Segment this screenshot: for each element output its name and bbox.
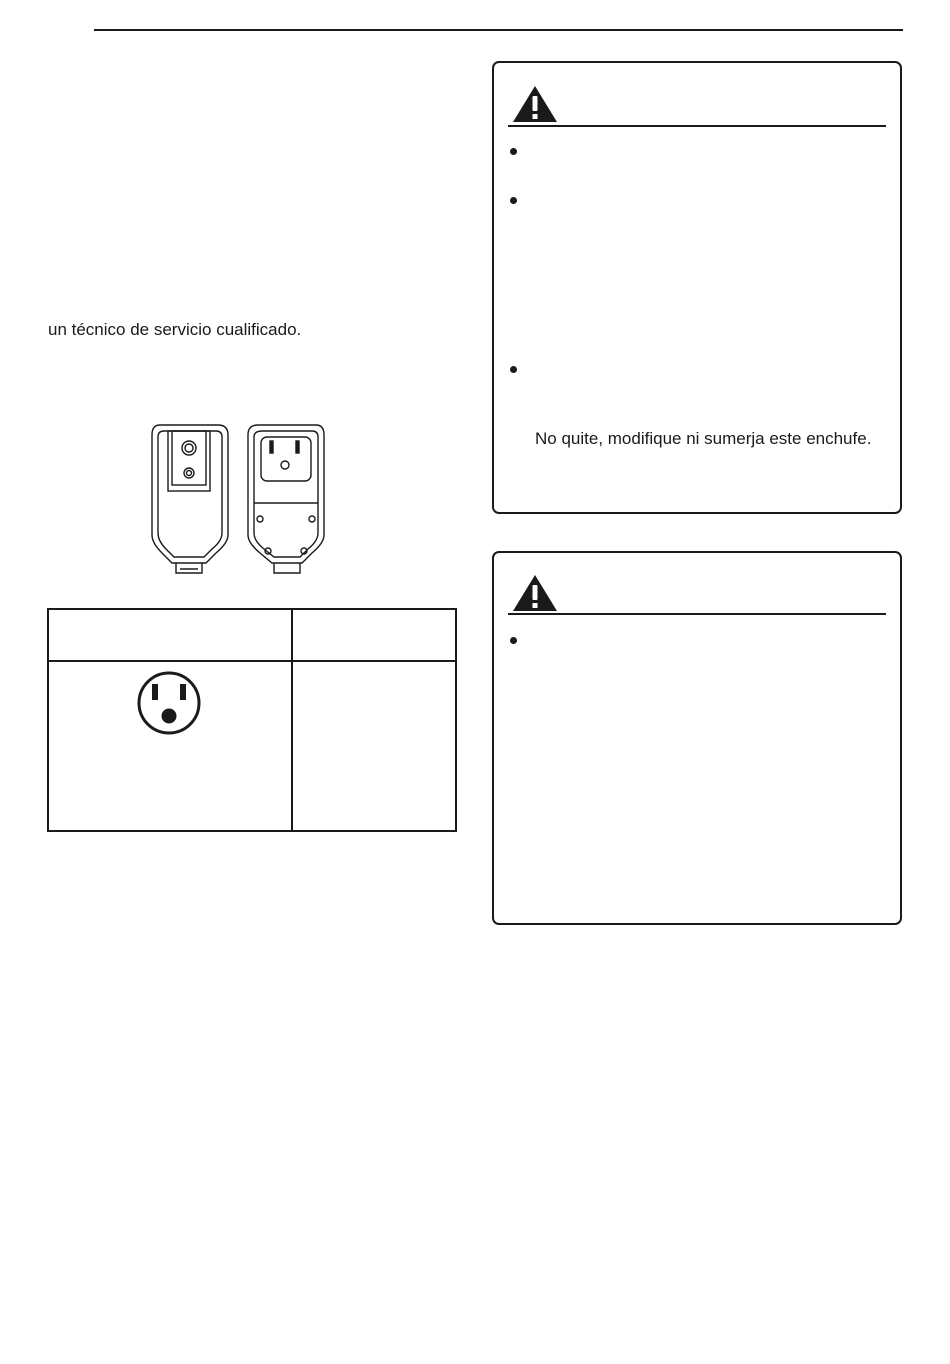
- bullet-2: [510, 197, 517, 204]
- bullet-1: [510, 148, 517, 155]
- bullet-3: [510, 366, 517, 373]
- plug-illustration: [150, 423, 326, 584]
- warning-box-2: [492, 551, 902, 925]
- table-column-divider: [291, 610, 293, 830]
- warning-triangle-icon: [512, 574, 558, 617]
- warning-rule: [508, 613, 886, 615]
- bullet-1: [510, 637, 517, 644]
- warning-rule: [508, 125, 886, 127]
- table-header-divider: [49, 660, 455, 662]
- warning-triangle-icon: [512, 85, 558, 128]
- grounding-note: un técnico de servicio cualificado.: [48, 320, 302, 339]
- warning-box-1: [492, 61, 902, 514]
- grounded-outlet-icon: [136, 670, 202, 741]
- outlet-table: [47, 608, 457, 832]
- header-rule: [94, 29, 903, 31]
- plug-instruction: No quite, modifique ni sumerja este enchufe.: [535, 429, 872, 448]
- plug-front-view: [248, 425, 324, 573]
- plug-side-view: [152, 425, 228, 573]
